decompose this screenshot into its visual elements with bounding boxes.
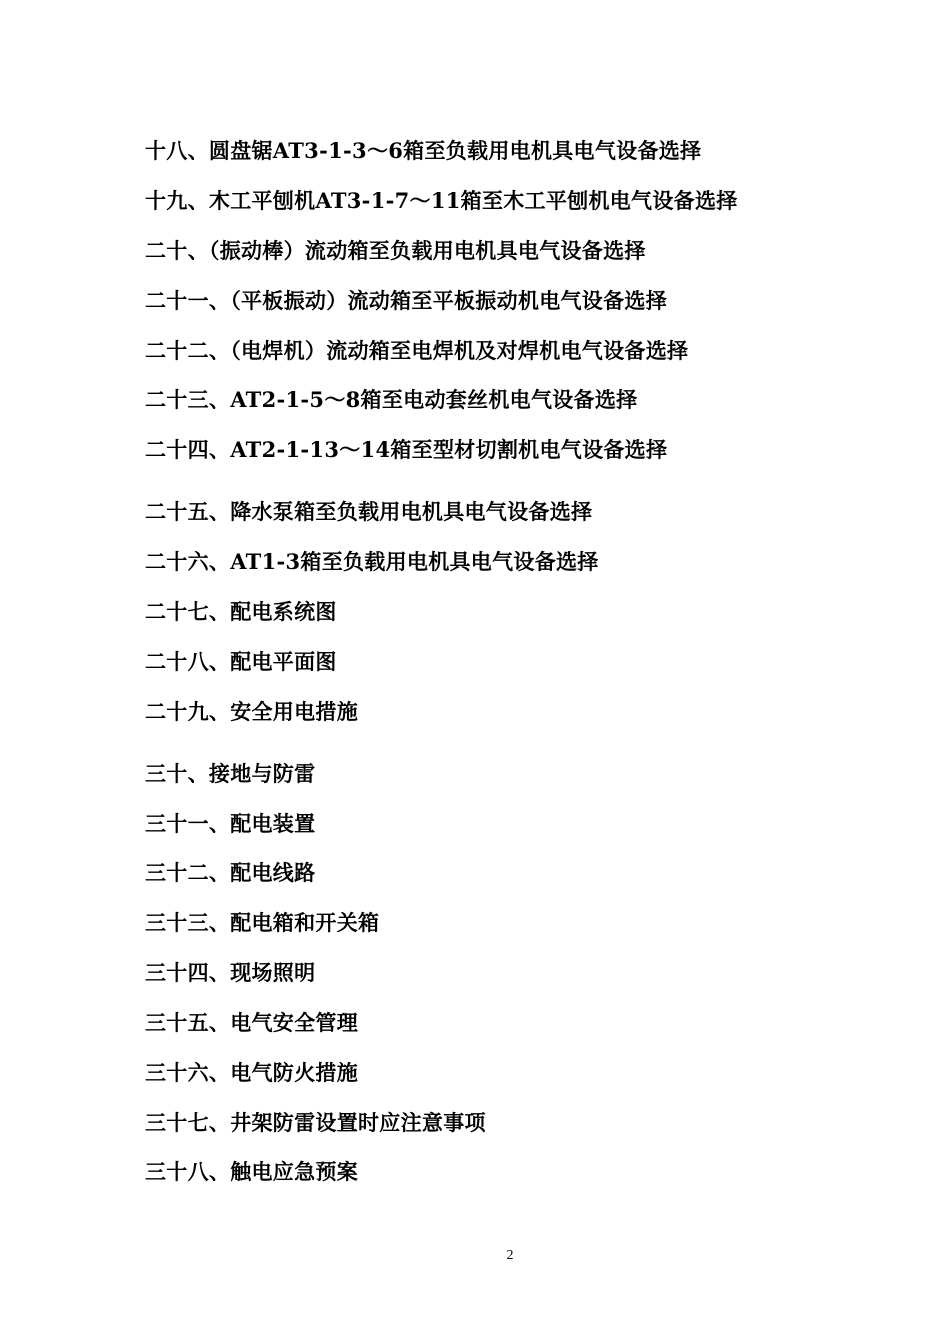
toc-item: 二十八、配电平面图 — [145, 649, 337, 674]
toc-item: 三十二、配电线路 — [145, 860, 316, 885]
toc-item: 二十五、降水泵箱至负载用电机具电气设备选择 — [145, 499, 593, 524]
toc-item: 三十一、配电装置 — [145, 811, 316, 836]
toc-item: 二十四、AT2-1-13～14箱至型材切割机电气设备选择 — [145, 437, 668, 462]
toc-item: 三十八、触电应急预案 — [145, 1159, 358, 1184]
toc-item: 二十六、AT1-3箱至负载用电机具电气设备选择 — [145, 549, 599, 574]
toc-item: 三十、接地与防雷 — [145, 761, 316, 786]
table-of-contents — [145, 0, 925, 1344]
toc-item: 三十六、电气防火措施 — [145, 1060, 358, 1085]
toc-item: 三十七、井架防雷设置时应注意事项 — [145, 1110, 486, 1135]
toc-item: 三十四、现场照明 — [145, 960, 316, 985]
toc-item: 十八、圆盘锯AT3-1-3～6箱至负载用电机具电气设备选择 — [145, 138, 702, 163]
page-number: 2 — [506, 1248, 514, 1263]
toc-item: 二十一、（平板振动）流动箱至平板振动机电气设备选择 — [145, 288, 667, 313]
toc-item: 二十七、配电系统图 — [145, 599, 337, 624]
toc-item: 十九、木工平刨机AT3-1-7～11箱至木工平刨机电气设备选择 — [145, 188, 738, 213]
toc-item: 三十三、配电箱和开关箱 — [145, 910, 380, 935]
toc-item: 三十五、电气安全管理 — [145, 1010, 358, 1035]
toc-item: 二十三、AT2-1-5～8箱至电动套丝机电气设备选择 — [145, 387, 638, 412]
toc-item: 二十、（振动棒）流动箱至负载用电机具电气设备选择 — [145, 238, 646, 263]
toc-item: 二十九、安全用电措施 — [145, 699, 358, 724]
toc-item: 二十二、（电焊机）流动箱至电焊机及对焊机电气设备选择 — [145, 338, 689, 363]
